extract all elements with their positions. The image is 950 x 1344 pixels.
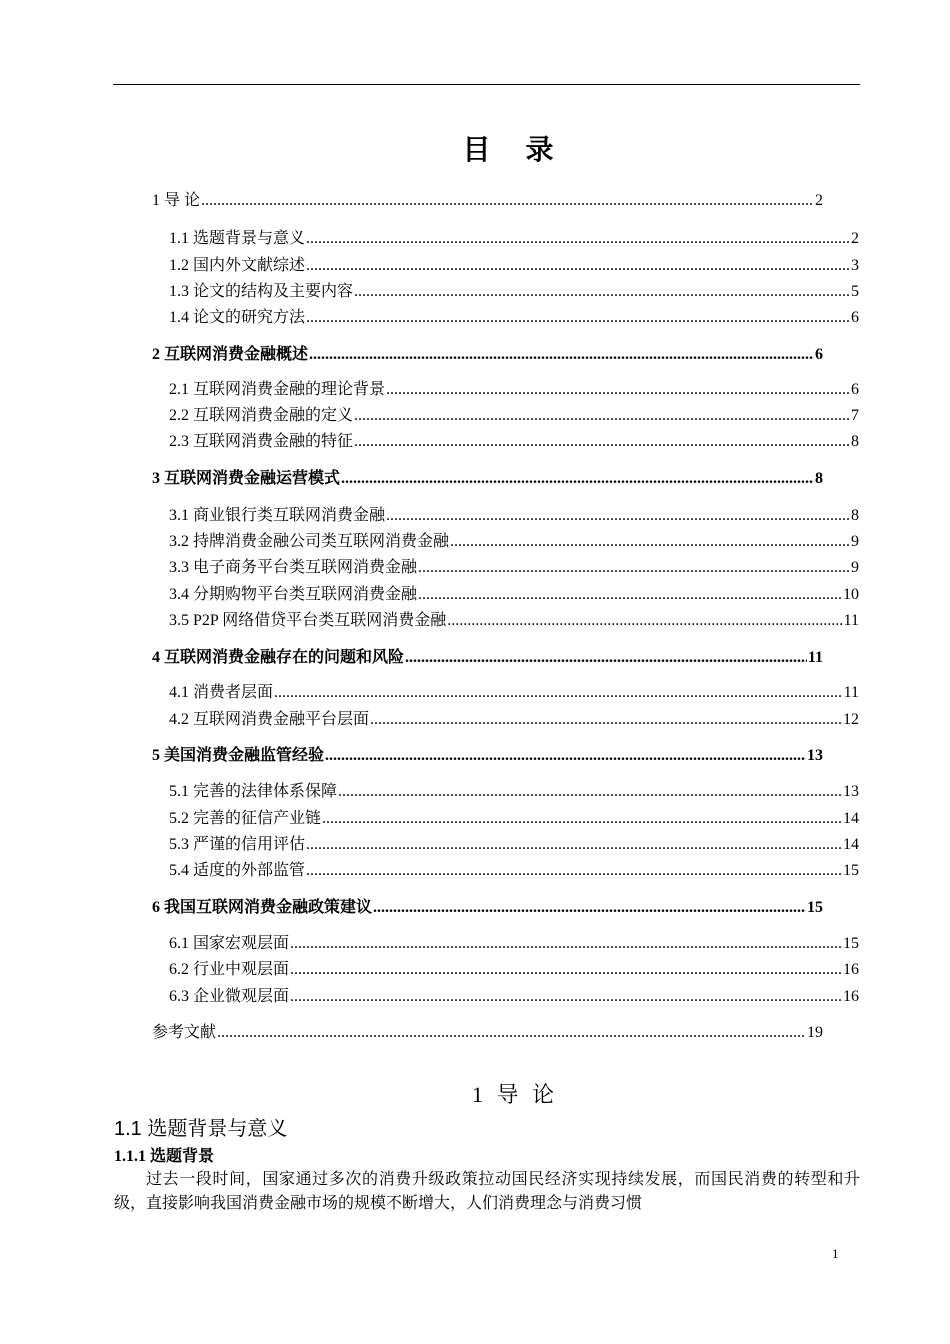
toc-entry-label: 2.1 互联网消费金融的理论背景 <box>169 381 386 398</box>
section-heading <box>114 1112 287 1141</box>
toc-leader <box>447 612 842 630</box>
section-number: 1.1 <box>114 1118 142 1140</box>
toc-entry-page: 6 <box>851 381 859 398</box>
toc-entry-page: 15 <box>843 862 859 879</box>
toc-leader <box>418 586 842 604</box>
toc-entry[interactable] <box>152 894 823 917</box>
toc-leader <box>386 507 850 525</box>
toc-entry-page: 16 <box>843 961 859 978</box>
toc-leader <box>341 470 814 488</box>
toc-entry-page: 8 <box>851 507 859 524</box>
toc-entry[interactable] <box>152 187 823 210</box>
toc-entry-label: 3.2 持牌消费金融公司类互联网消费金融 <box>169 533 450 550</box>
toc-entry[interactable] <box>169 554 859 577</box>
toc-entry[interactable] <box>169 278 859 301</box>
toc-entry[interactable] <box>169 225 859 248</box>
toc-entry-page: 14 <box>843 836 859 853</box>
toc-entry[interactable] <box>169 252 859 275</box>
toc-entry-page: 8 <box>851 433 859 450</box>
toc-entry-page: 14 <box>843 810 859 827</box>
toc-entry-label: 3.5 P2P 网络借贷平台类互联网消费金融 <box>169 612 447 629</box>
toc-entry-label: 4 互联网消费金融存在的问题和风险 <box>152 649 405 666</box>
toc-entry-page: 10 <box>843 586 859 603</box>
toc-entry-page: 7 <box>851 407 859 424</box>
toc-leader <box>418 559 850 577</box>
toc-entry-label: 5.4 适度的外部监管 <box>169 862 306 879</box>
toc-entry[interactable] <box>169 304 859 327</box>
toc-entry-label: 5.3 严谨的信用评估 <box>169 836 306 853</box>
toc-entry[interactable] <box>169 930 859 953</box>
toc-leader <box>290 961 842 979</box>
toc-leader <box>370 711 842 729</box>
toc-entry[interactable] <box>152 1019 823 1042</box>
toc-entry[interactable] <box>152 644 823 667</box>
toc-leader <box>309 346 814 364</box>
toc-leader <box>290 935 842 953</box>
toc-entry-page: 15 <box>807 899 823 916</box>
toc-leader <box>354 407 850 425</box>
toc-leader <box>354 433 850 451</box>
page-number: 1 <box>832 1246 839 1261</box>
toc-entry[interactable] <box>169 502 859 525</box>
toc-entry-label: 3 互联网消费金融运营模式 <box>152 470 341 487</box>
toc-entry[interactable] <box>169 706 859 729</box>
toc-entry-label: 6 我国互联网消费金融政策建议 <box>152 899 373 916</box>
toc-entry-page: 6 <box>851 309 859 326</box>
toc-entry-page: 3 <box>851 257 859 274</box>
toc-entry[interactable] <box>169 778 859 801</box>
toc-entry-page: 9 <box>851 533 859 550</box>
toc-entry-label: 1.1 选题背景与意义 <box>169 230 306 247</box>
toc-entry[interactable] <box>152 341 823 364</box>
toc-entry-label: 5.1 完善的法律体系保障 <box>169 783 338 800</box>
toc-entry[interactable] <box>169 857 859 880</box>
toc-entry-label: 5.2 完善的征信产业链 <box>169 810 322 827</box>
toc-leader <box>354 283 850 301</box>
toc-entry[interactable] <box>169 428 859 451</box>
header-rule <box>113 84 860 85</box>
toc-leader <box>217 1024 806 1042</box>
toc-leader <box>306 230 850 248</box>
toc-entry[interactable] <box>152 742 823 765</box>
toc-leader <box>306 257 850 275</box>
toc-entry-page: 16 <box>843 988 859 1005</box>
toc-leader <box>338 783 842 801</box>
toc-entry-label: 3.1 商业银行类互联网消费金融 <box>169 507 386 524</box>
toc-entry[interactable] <box>152 465 823 488</box>
toc-leader <box>306 836 842 854</box>
toc-entry-page: 11 <box>807 649 823 666</box>
toc-entry-label: 2 互联网消费金融概述 <box>152 346 309 363</box>
toc-leader <box>386 381 850 399</box>
toc-entry-page: 19 <box>807 1024 823 1041</box>
toc-title: 目 录 <box>462 135 568 166</box>
toc-leader <box>325 747 806 765</box>
toc-entry[interactable] <box>169 376 859 399</box>
toc-entry-page: 6 <box>815 346 823 363</box>
toc-leader <box>306 862 842 880</box>
toc-entry[interactable] <box>169 831 859 854</box>
toc-entry[interactable] <box>169 581 859 604</box>
toc-entry-page: 8 <box>815 470 823 487</box>
toc-leader <box>322 810 842 828</box>
toc-entry-label: 4.1 消费者层面 <box>169 684 274 701</box>
toc-entry-label: 2.2 互联网消费金融的定义 <box>169 407 354 424</box>
toc-leader <box>290 988 842 1006</box>
toc-entry-page: 2 <box>851 230 859 247</box>
toc-entry-label: 参考文献 <box>152 1024 217 1041</box>
toc-entry-page: 2 <box>815 192 823 209</box>
toc-entry-label: 2.3 互联网消费金融的特征 <box>169 433 354 450</box>
toc-entry[interactable] <box>169 679 859 702</box>
toc-entry[interactable] <box>169 983 859 1006</box>
toc-leader <box>274 684 843 702</box>
toc-entry-label: 6.3 企业微观层面 <box>169 988 290 1005</box>
toc-entry[interactable] <box>169 805 859 828</box>
toc-entry-label: 1.4 论文的研究方法 <box>169 309 306 326</box>
toc-entry-page: 13 <box>807 747 823 764</box>
toc-entry[interactable] <box>169 956 859 979</box>
toc-entry[interactable] <box>169 402 859 425</box>
toc-entry-page: 12 <box>843 711 859 728</box>
toc-entry-label: 1.3 论文的结构及主要内容 <box>169 283 354 300</box>
toc-leader <box>201 192 814 210</box>
toc-leader <box>306 309 850 327</box>
chapter-title: 1 导 论 <box>471 1082 558 1107</box>
toc-entry[interactable] <box>169 528 859 551</box>
toc-entry-label: 6.1 国家宏观层面 <box>169 935 290 952</box>
toc-entry-label: 5 美国消费金融监管经验 <box>152 747 325 764</box>
body-paragraph: 过去一段时间，国家通过多次的消费升级政策拉动国民经济实现持续发展，而国民消费的转型和升级，直接影响我国消费金融市场的规模不断增大，人们消费理念与消费习惯 <box>114 1171 860 1212</box>
toc-entry-page: 11 <box>843 684 859 701</box>
toc-entry-label: 1 导 论 <box>152 192 201 209</box>
toc-entry-page: 15 <box>843 935 859 952</box>
toc-entry[interactable] <box>169 607 859 630</box>
toc-entry-label: 1.2 国内外文献综述 <box>169 257 306 274</box>
toc-entry-page: 5 <box>851 283 859 300</box>
section-title: 选题背景与意义 <box>147 1116 288 1140</box>
toc-entry-page: 13 <box>843 783 859 800</box>
toc-entry-label: 4.2 互联网消费金融平台层面 <box>169 711 370 728</box>
toc-entry-page: 11 <box>843 612 859 629</box>
toc-entry-label: 3.3 电子商务平台类互联网消费金融 <box>169 559 418 576</box>
toc-entry-label: 3.4 分期购物平台类互联网消费金融 <box>169 586 418 603</box>
toc-leader <box>373 899 806 917</box>
toc-leader <box>450 533 850 551</box>
subsection-heading: 1.1.1 选题背景 <box>114 1148 215 1165</box>
toc-entry-page: 9 <box>851 559 859 576</box>
toc-leader <box>405 649 807 667</box>
toc-entry-label: 6.2 行业中观层面 <box>169 961 290 978</box>
